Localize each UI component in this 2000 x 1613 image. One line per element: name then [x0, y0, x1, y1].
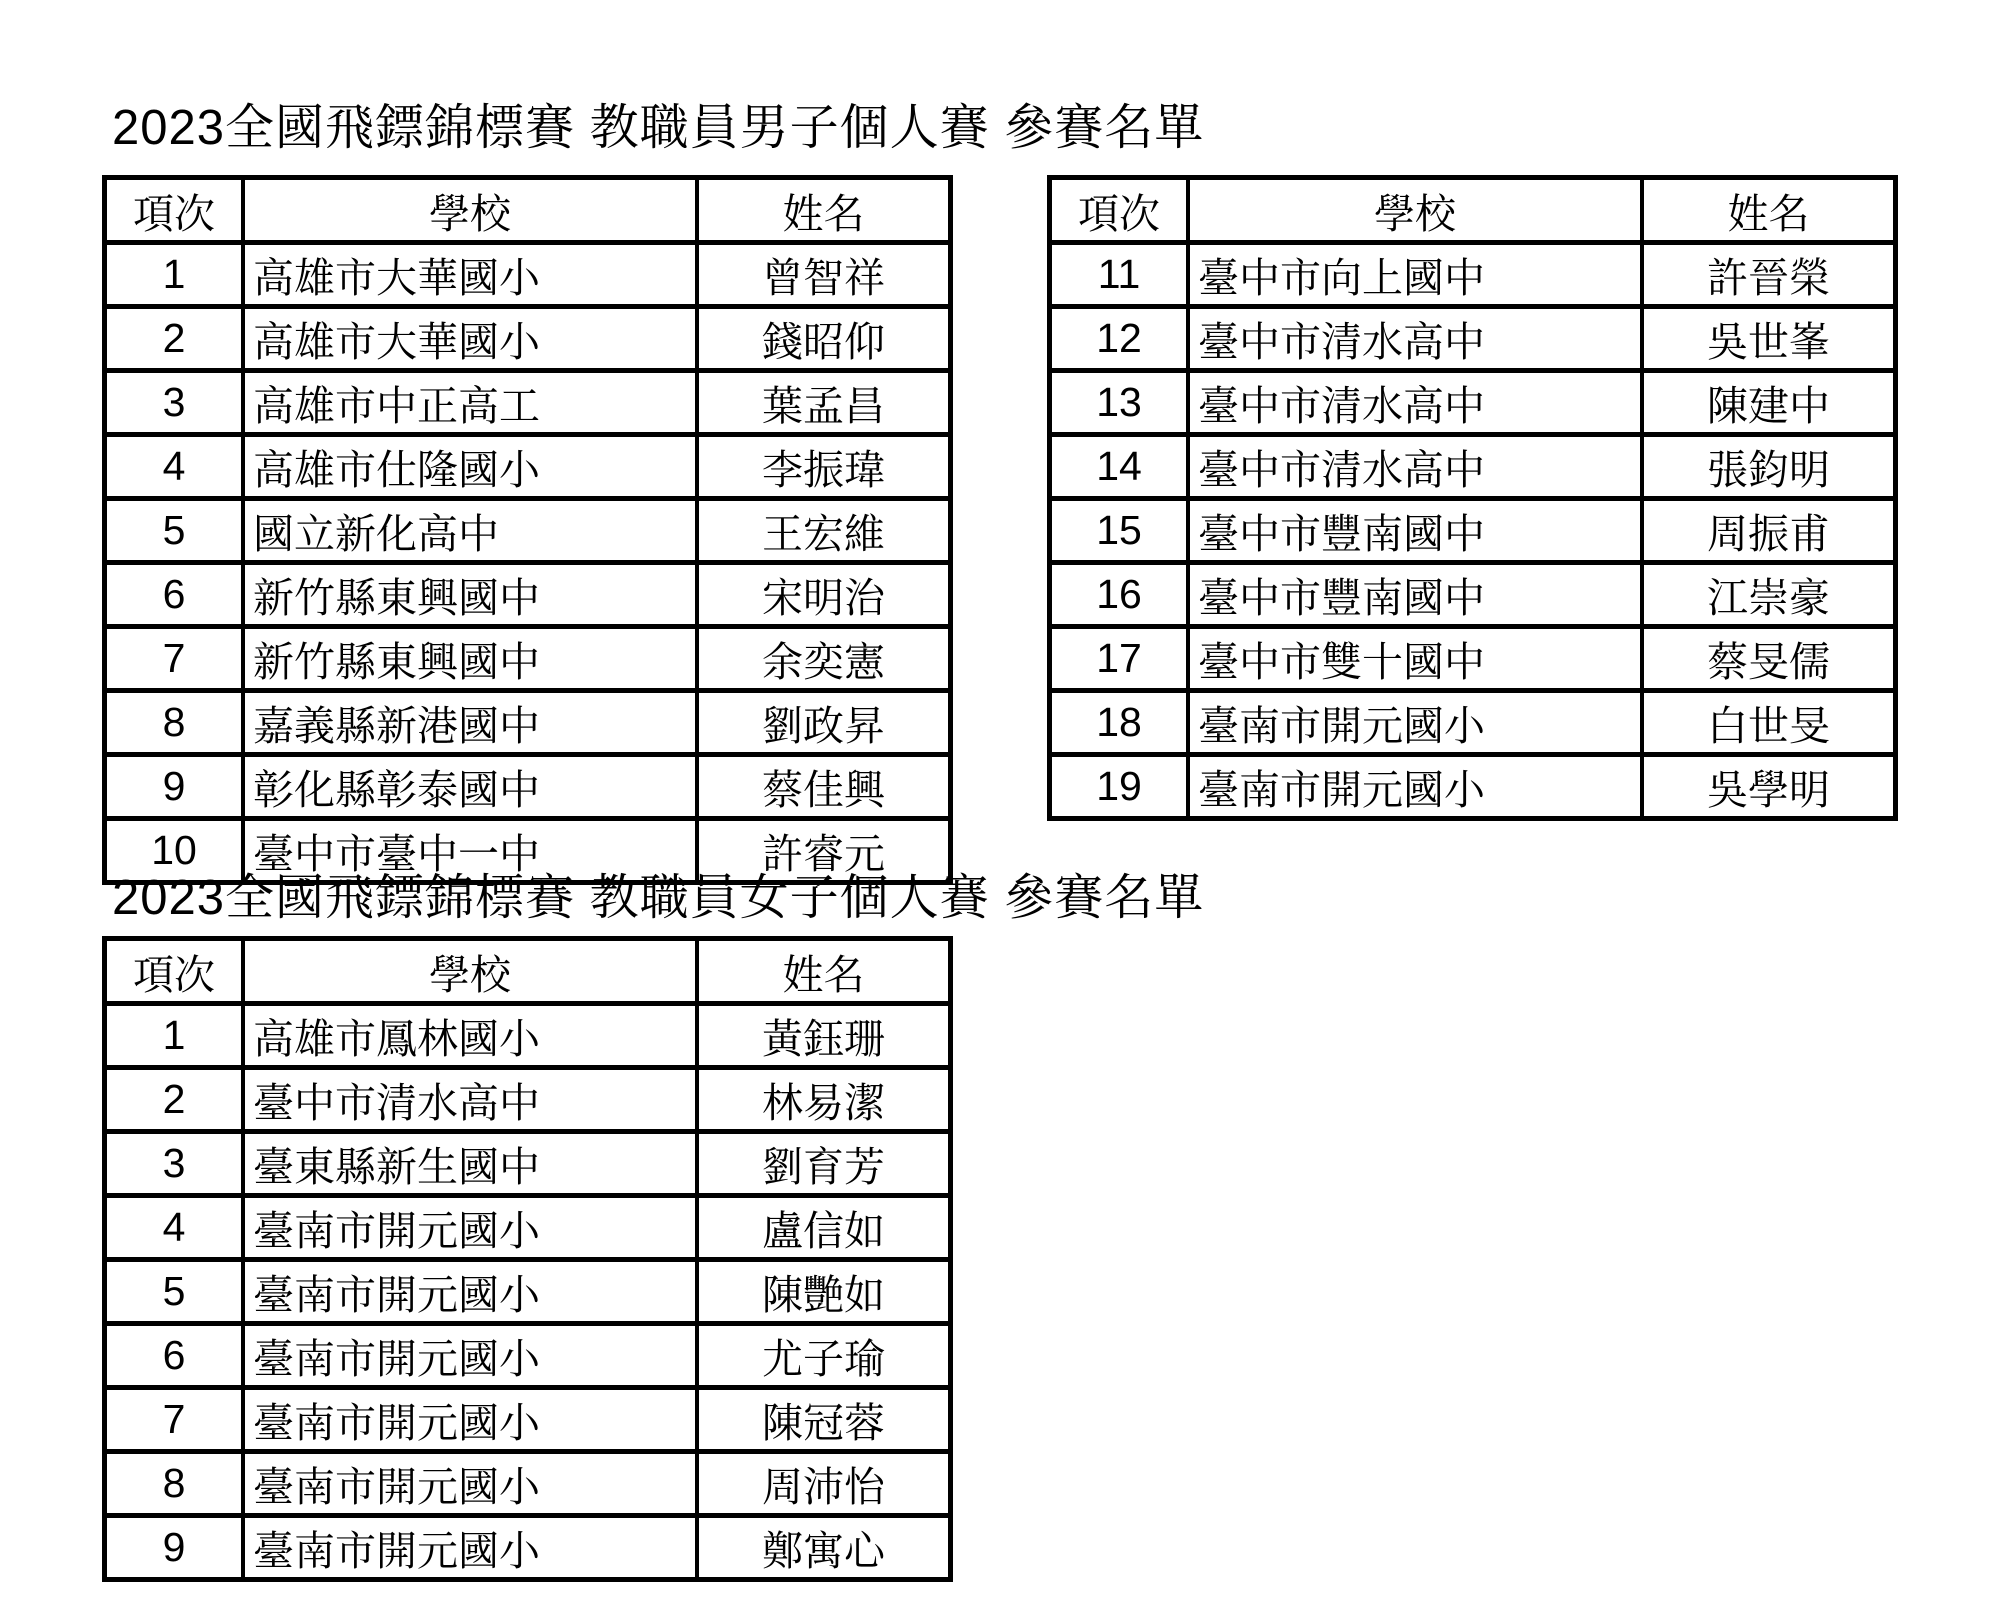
women-roster-table-1-9 [102, 936, 953, 1582]
name-cell: 余奕憲 [697, 627, 951, 691]
name-cell: 蔡佳興 [697, 755, 951, 819]
table-row [105, 1004, 951, 1068]
index-cell: 17 [1050, 627, 1189, 691]
table-row [105, 755, 951, 819]
table-row [1050, 435, 1896, 499]
men-roster-table-11-19 [1047, 175, 1898, 821]
table-row [105, 1260, 951, 1324]
name-cell: 張鈞明 [1642, 435, 1896, 499]
name-cell: 許睿元 [697, 819, 951, 883]
name-cell: 吳學明 [1642, 755, 1896, 819]
name-cell: 白世旻 [1642, 691, 1896, 755]
name-cell: 江崇豪 [1642, 563, 1896, 627]
index-cell: 7 [105, 1388, 244, 1452]
school-cell: 高雄市中正高工 [243, 371, 697, 435]
name-cell: 周振甫 [1642, 499, 1896, 563]
school-cell: 高雄市仕隆國小 [243, 435, 697, 499]
index-cell: 14 [1050, 435, 1189, 499]
table-row [105, 1452, 951, 1516]
index-cell: 8 [105, 1452, 244, 1516]
index-cell: 10 [105, 819, 244, 883]
index-cell: 2 [105, 307, 244, 371]
name-cell: 曾智祥 [697, 243, 951, 307]
name-cell: 黃鈺珊 [697, 1004, 951, 1068]
school-cell: 高雄市大華國小 [243, 243, 697, 307]
name-cell: 吳世峯 [1642, 307, 1896, 371]
index-cell: 12 [1050, 307, 1189, 371]
name-cell: 許晉榮 [1642, 243, 1896, 307]
column-header-school: 學校 [1188, 178, 1642, 243]
school-cell: 臺南市開元國小 [243, 1260, 697, 1324]
school-cell: 新竹縣東興國中 [243, 627, 697, 691]
index-cell: 15 [1050, 499, 1189, 563]
table-row [105, 243, 951, 307]
index-cell: 1 [105, 243, 244, 307]
name-cell: 劉政昇 [697, 691, 951, 755]
table-row [105, 691, 951, 755]
name-cell: 尤子瑜 [697, 1324, 951, 1388]
index-cell: 13 [1050, 371, 1189, 435]
name-cell: 鄭寓心 [697, 1516, 951, 1580]
name-cell: 李振瑋 [697, 435, 951, 499]
school-cell: 臺南市開元國小 [243, 1452, 697, 1516]
index-cell: 6 [105, 1324, 244, 1388]
column-header-name: 姓名 [697, 178, 951, 243]
name-cell: 陳艷如 [697, 1260, 951, 1324]
school-cell: 臺中市清水高中 [1188, 371, 1642, 435]
school-cell: 臺中市清水高中 [1188, 307, 1642, 371]
women-list-title: 2023全國飛鏢錦標賽 教職員女子個人賽 參賽名單 [112, 871, 1205, 925]
table-row [105, 1196, 951, 1260]
index-cell: 1 [105, 1004, 244, 1068]
index-cell: 19 [1050, 755, 1189, 819]
table-row [1050, 243, 1896, 307]
men-roster-table-1-10 [102, 175, 953, 885]
index-cell: 3 [105, 371, 244, 435]
name-cell: 陳冠蓉 [697, 1388, 951, 1452]
index-cell: 7 [105, 627, 244, 691]
table-row [105, 435, 951, 499]
table-row [105, 627, 951, 691]
table-row [105, 1388, 951, 1452]
index-cell: 8 [105, 691, 244, 755]
table-row [1050, 691, 1896, 755]
school-cell: 臺中市臺中一中 [243, 819, 697, 883]
column-header-school: 學校 [243, 939, 697, 1004]
school-cell: 臺南市開元國小 [243, 1516, 697, 1580]
index-cell: 11 [1050, 243, 1189, 307]
header-row [105, 939, 951, 1004]
name-cell: 陳建中 [1642, 371, 1896, 435]
name-cell: 盧信如 [697, 1196, 951, 1260]
index-cell: 9 [105, 755, 244, 819]
table-row [105, 563, 951, 627]
index-cell: 3 [105, 1132, 244, 1196]
table-row [105, 499, 951, 563]
school-cell: 臺南市開元國小 [243, 1324, 697, 1388]
school-cell: 臺中市清水高中 [1188, 435, 1642, 499]
name-cell: 蔡旻儒 [1642, 627, 1896, 691]
table-row [1050, 755, 1896, 819]
column-header-index: 項次 [105, 178, 244, 243]
table-row [105, 1516, 951, 1580]
name-cell: 葉孟昌 [697, 371, 951, 435]
school-cell: 臺南市開元國小 [243, 1388, 697, 1452]
table-row [1050, 563, 1896, 627]
table-row [105, 1324, 951, 1388]
school-cell: 新竹縣東興國中 [243, 563, 697, 627]
school-cell: 臺南市開元國小 [243, 1196, 697, 1260]
index-cell: 9 [105, 1516, 244, 1580]
school-cell: 臺南市開元國小 [1188, 755, 1642, 819]
table-row [105, 307, 951, 371]
header-row [105, 178, 951, 243]
index-cell: 2 [105, 1068, 244, 1132]
school-cell: 臺中市豐南國中 [1188, 499, 1642, 563]
school-cell: 臺中市雙十國中 [1188, 627, 1642, 691]
name-cell: 王宏維 [697, 499, 951, 563]
school-cell: 嘉義縣新港國中 [243, 691, 697, 755]
table-row [105, 371, 951, 435]
name-cell: 劉育芳 [697, 1132, 951, 1196]
school-cell: 臺東縣新生國中 [243, 1132, 697, 1196]
column-header-name: 姓名 [697, 939, 951, 1004]
name-cell: 宋明治 [697, 563, 951, 627]
index-cell: 18 [1050, 691, 1189, 755]
school-cell: 臺中市向上國中 [1188, 243, 1642, 307]
men-list-title: 2023全國飛鏢錦標賽 教職員男子個人賽 參賽名單 [112, 101, 1205, 155]
table-row [105, 1068, 951, 1132]
name-cell: 周沛怡 [697, 1452, 951, 1516]
school-cell: 高雄市大華國小 [243, 307, 697, 371]
table-row [105, 1132, 951, 1196]
school-cell: 國立新化高中 [243, 499, 697, 563]
school-cell: 臺中市清水高中 [243, 1068, 697, 1132]
name-cell: 林易潔 [697, 1068, 951, 1132]
table-row [1050, 307, 1896, 371]
index-cell: 4 [105, 435, 244, 499]
school-cell: 高雄市鳳林國小 [243, 1004, 697, 1068]
column-header-school: 學校 [243, 178, 697, 243]
header-row [1050, 178, 1896, 243]
index-cell: 6 [105, 563, 244, 627]
index-cell: 16 [1050, 563, 1189, 627]
table-row [1050, 499, 1896, 563]
column-header-name: 姓名 [1642, 178, 1896, 243]
index-cell: 5 [105, 499, 244, 563]
school-cell: 彰化縣彰泰國中 [243, 755, 697, 819]
name-cell: 錢昭仰 [697, 307, 951, 371]
table-row [1050, 627, 1896, 691]
school-cell: 臺中市豐南國中 [1188, 563, 1642, 627]
column-header-index: 項次 [105, 939, 244, 1004]
table-row [1050, 371, 1896, 435]
index-cell: 5 [105, 1260, 244, 1324]
school-cell: 臺南市開元國小 [1188, 691, 1642, 755]
column-header-index: 項次 [1050, 178, 1189, 243]
index-cell: 4 [105, 1196, 244, 1260]
